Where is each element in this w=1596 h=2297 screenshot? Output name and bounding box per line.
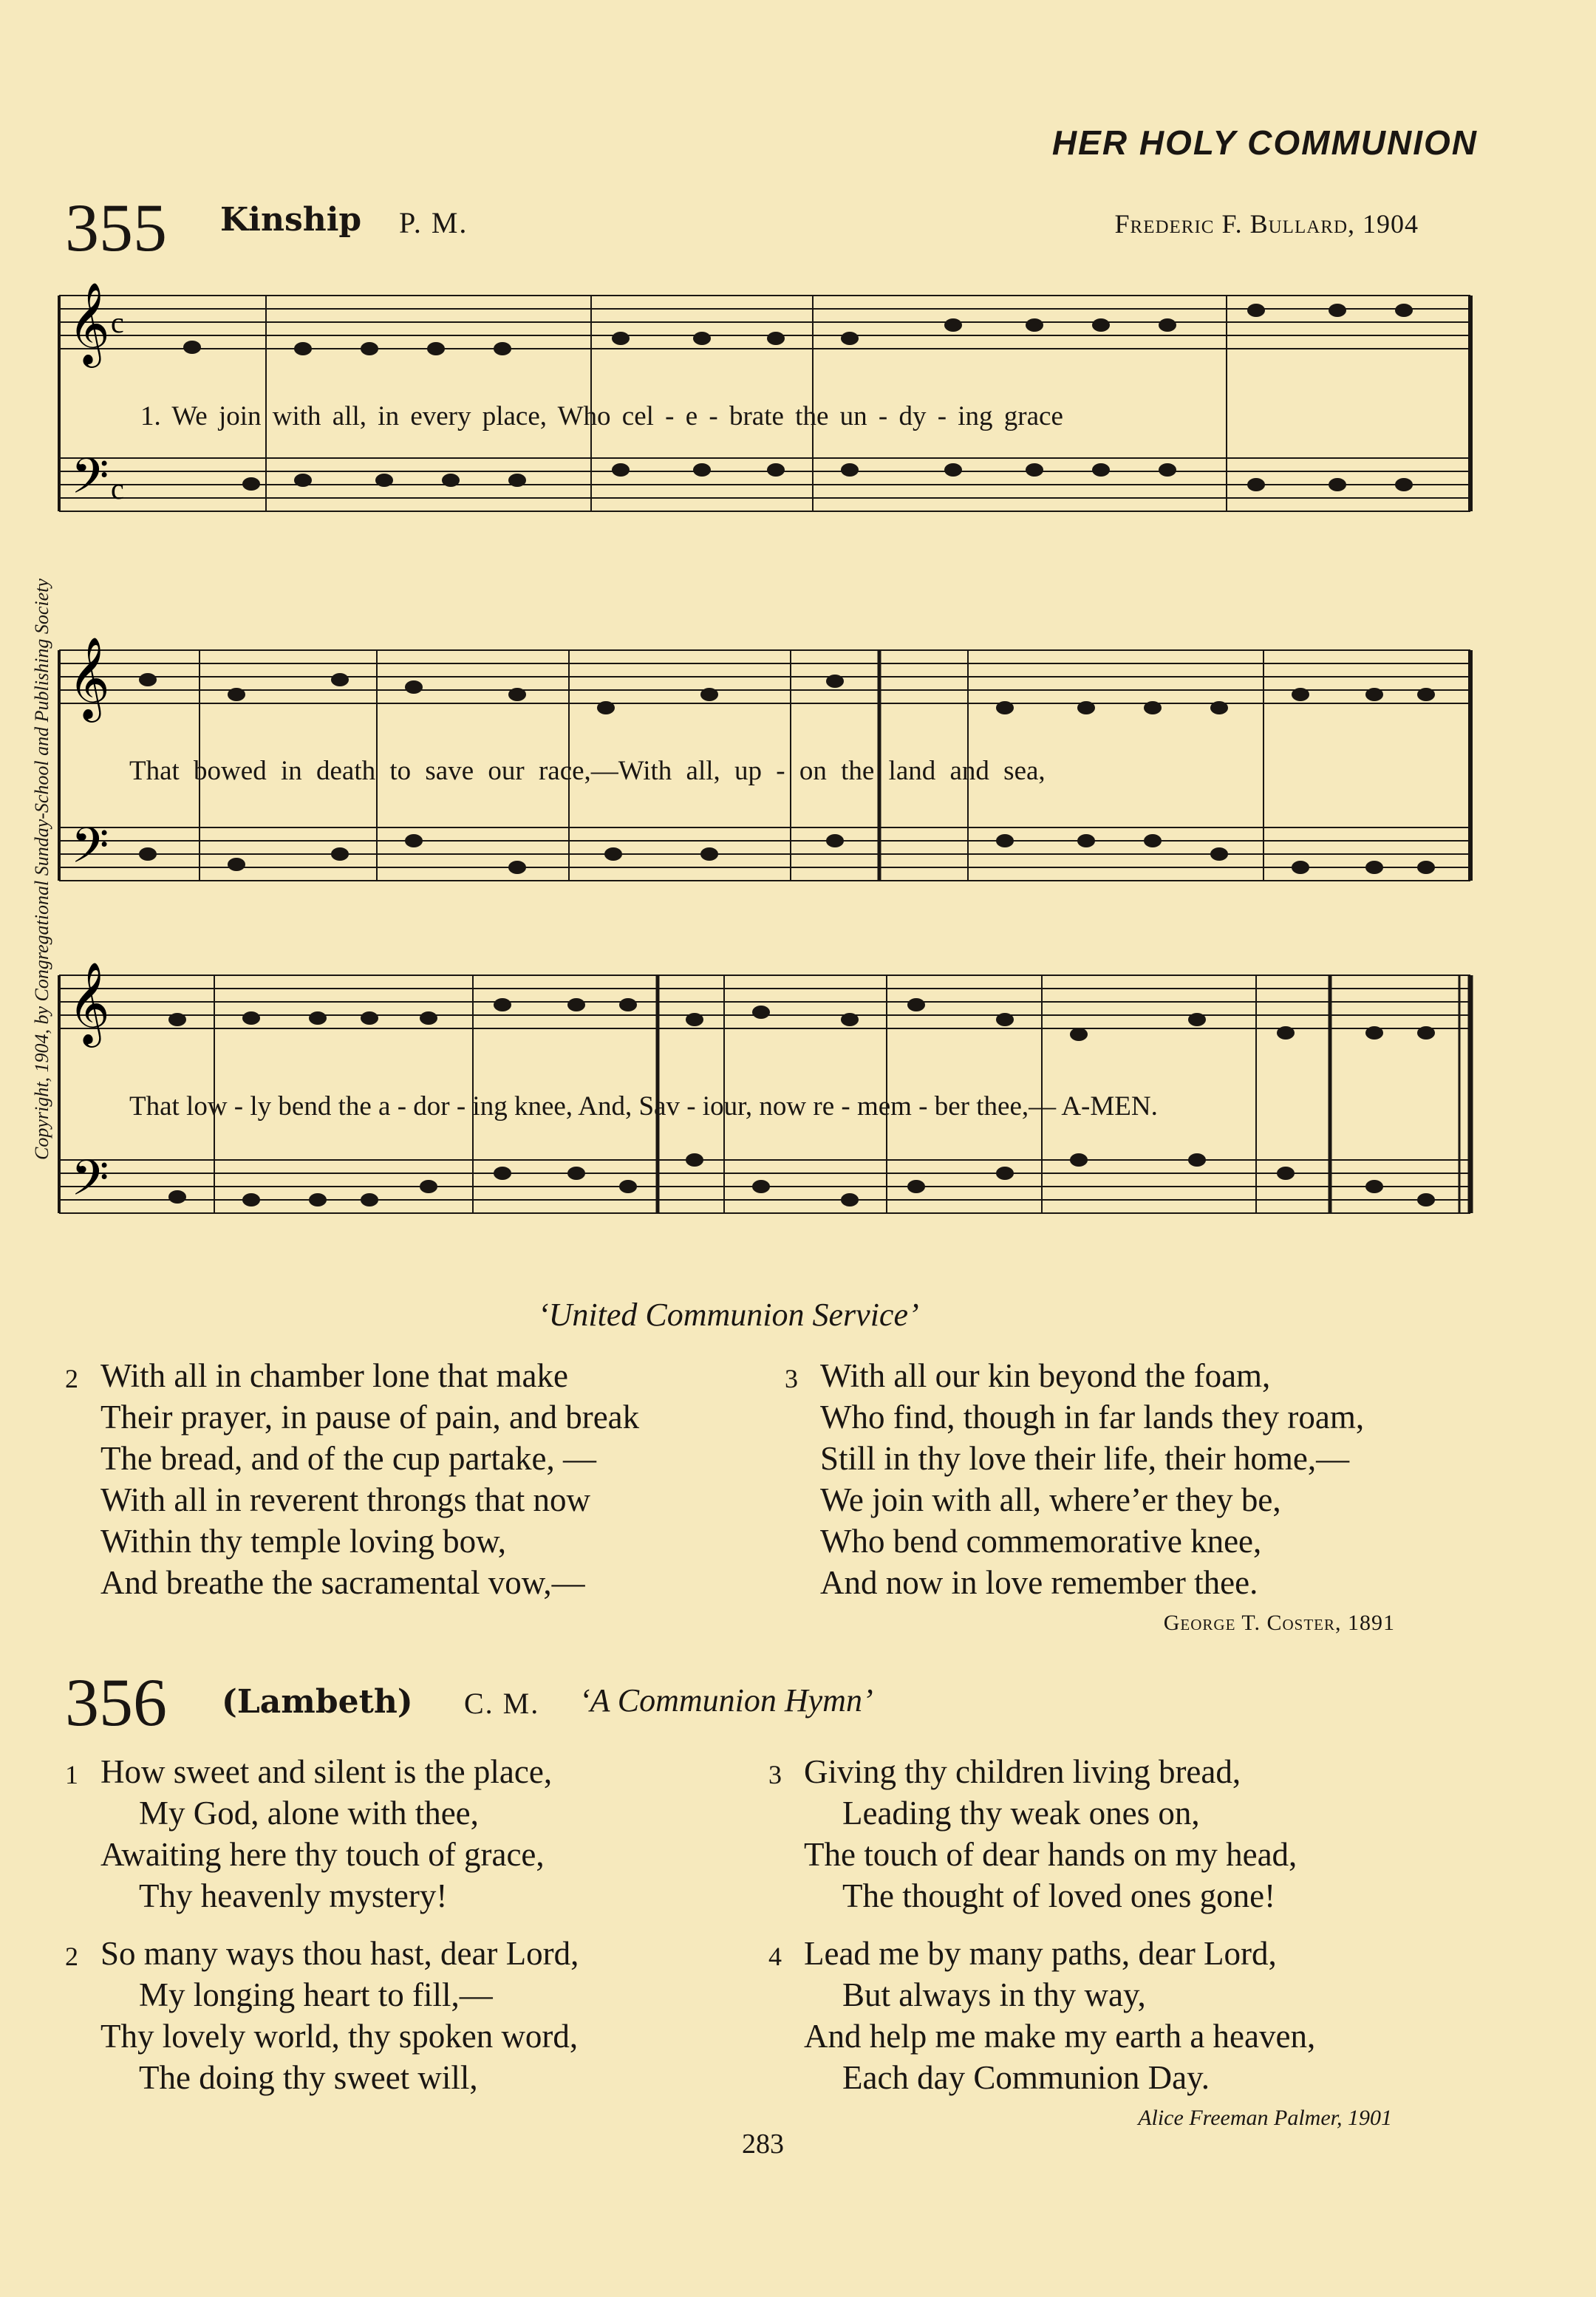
stanza-line: Who bend commemorative knee, (820, 1523, 1262, 1560)
svg-text:𝄞: 𝄞 (68, 636, 110, 719)
lyrics-line-3: That low - ly bend the a - dor - ing knee, And, Sav - iour, now re - mem - ber thee,— A-MEN. (129, 1091, 1158, 1122)
stanza-line: So many ways thou hast, dear Lord, (100, 1935, 579, 1972)
page-number: 283 (742, 2129, 784, 2160)
stanza-number: 2 (65, 1942, 78, 1971)
stanza-356-3 (768, 1751, 1297, 1917)
stanza-line: And breathe the sacramental vow,— (100, 1564, 585, 1601)
stanza-line: Giving thy children living bread, (804, 1753, 1241, 1790)
meter-355: P. M. (399, 206, 468, 239)
stanza-line: We join with all, where’er they be, (820, 1481, 1281, 1518)
stanza-line: The bread, and of the cup partake, — (100, 1440, 596, 1477)
copyright-notice: Copyright, 1904, by Congregational Sunday-School and Publishing Society (31, 578, 52, 1160)
meter-356: C. M. (464, 1687, 540, 1720)
svg-text:𝄢: 𝄢 (71, 1150, 109, 1218)
tune-name-355: Kinship (220, 201, 362, 239)
stanza-355-2 (65, 1355, 639, 1603)
stanza-line: Each day Communion Day. (842, 2059, 1210, 2096)
hymn-number-355: 355 (65, 190, 167, 265)
hymn-title-356: ‘A Communion Hymn’ (579, 1682, 873, 1719)
stanza-line: And help me make my earth a heaven, (804, 2018, 1316, 2055)
stanza-line: Within thy temple loving bow, (100, 1523, 506, 1560)
stanza-number: 3 (768, 1760, 782, 1789)
stanza-line: Leading thy weak ones on, (842, 1795, 1200, 1832)
treble-staff-1 (59, 296, 1470, 349)
svg-text:𝄢: 𝄢 (71, 817, 109, 886)
svg-text:c: c (111, 472, 124, 505)
stanza-line: Awaiting here thy touch of grace, (100, 1836, 545, 1873)
stanza-line: But always in thy way, (842, 1976, 1146, 2013)
hymn-number-356: 356 (65, 1665, 167, 1740)
running-header: HER HOLY COMMUNION (1051, 123, 1478, 162)
stanza-line: Lead me by many paths, dear Lord, (804, 1935, 1277, 1972)
stanza-line: How sweet and silent is the place, (100, 1753, 553, 1790)
stanza-line: With all in reverent throngs that now (100, 1481, 591, 1518)
author-355: George T. Coster, 1891 (1163, 1611, 1395, 1635)
stanza-line: My longing heart to fill,— (139, 1976, 493, 2013)
stanza-line: The thought of loved ones gone! (842, 1877, 1276, 1914)
stanza-number: 3 (785, 1364, 798, 1393)
composer-355: Frederic F. Bullard, 1904 (1114, 209, 1419, 239)
stanza-355-3 (785, 1355, 1364, 1603)
author-356: Alice Freeman Palmer, 1901 (1138, 2106, 1392, 2130)
stanza-line: Still in thy love their life, their home,— (820, 1440, 1350, 1477)
svg-text:𝄞: 𝄞 (68, 961, 110, 1044)
treble-staff-3 (59, 975, 1470, 1028)
tune-name-356: (Lambeth) (222, 1683, 413, 1721)
stanza-line: With all our kin beyond the foam, (820, 1357, 1271, 1394)
treble-staff-2 (59, 650, 1470, 703)
svg-text:𝄞: 𝄞 (68, 281, 110, 364)
stanza-line: Thy lovely world, thy spoken word, (100, 2018, 579, 2055)
lyrics-line-1: 1. We join with all, in every place, Who cel - e - brate the un - dy - ing grace (140, 401, 1063, 431)
stanza-line: Their prayer, in pause of pain, and break (100, 1399, 640, 1436)
stanza-number: 2 (65, 1364, 78, 1393)
stanza-line: The touch of dear hands on my head, (804, 1836, 1297, 1873)
stanza-356-2 (65, 1933, 579, 2098)
svg-text:𝄢: 𝄢 (71, 448, 109, 516)
stanza-line: Who find, though in far lands they roam, (820, 1399, 1365, 1436)
stanza-356-1 (65, 1751, 552, 1917)
stanza-line: And now in love remember thee. (820, 1564, 1258, 1601)
lyrics-line-2: That bowed in death to save our race,—With all, up - on the land and sea, (129, 756, 1046, 786)
stanza-356-4 (768, 1933, 1315, 2098)
stanza-number: 4 (768, 1942, 782, 1971)
stanza-line: With all in chamber lone that make (100, 1357, 568, 1394)
bass-staff-2 (59, 827, 1470, 881)
hymn-caption: ‘United Communion Service’ (538, 1297, 919, 1333)
svg-text:c: c (111, 306, 124, 339)
stanza-line: Thy heavenly mystery! (139, 1877, 448, 1914)
stanza-number: 1 (65, 1760, 78, 1789)
stanza-line: My God, alone with thee, (139, 1795, 479, 1832)
stanza-line: The doing thy sweet will, (139, 2059, 478, 2096)
